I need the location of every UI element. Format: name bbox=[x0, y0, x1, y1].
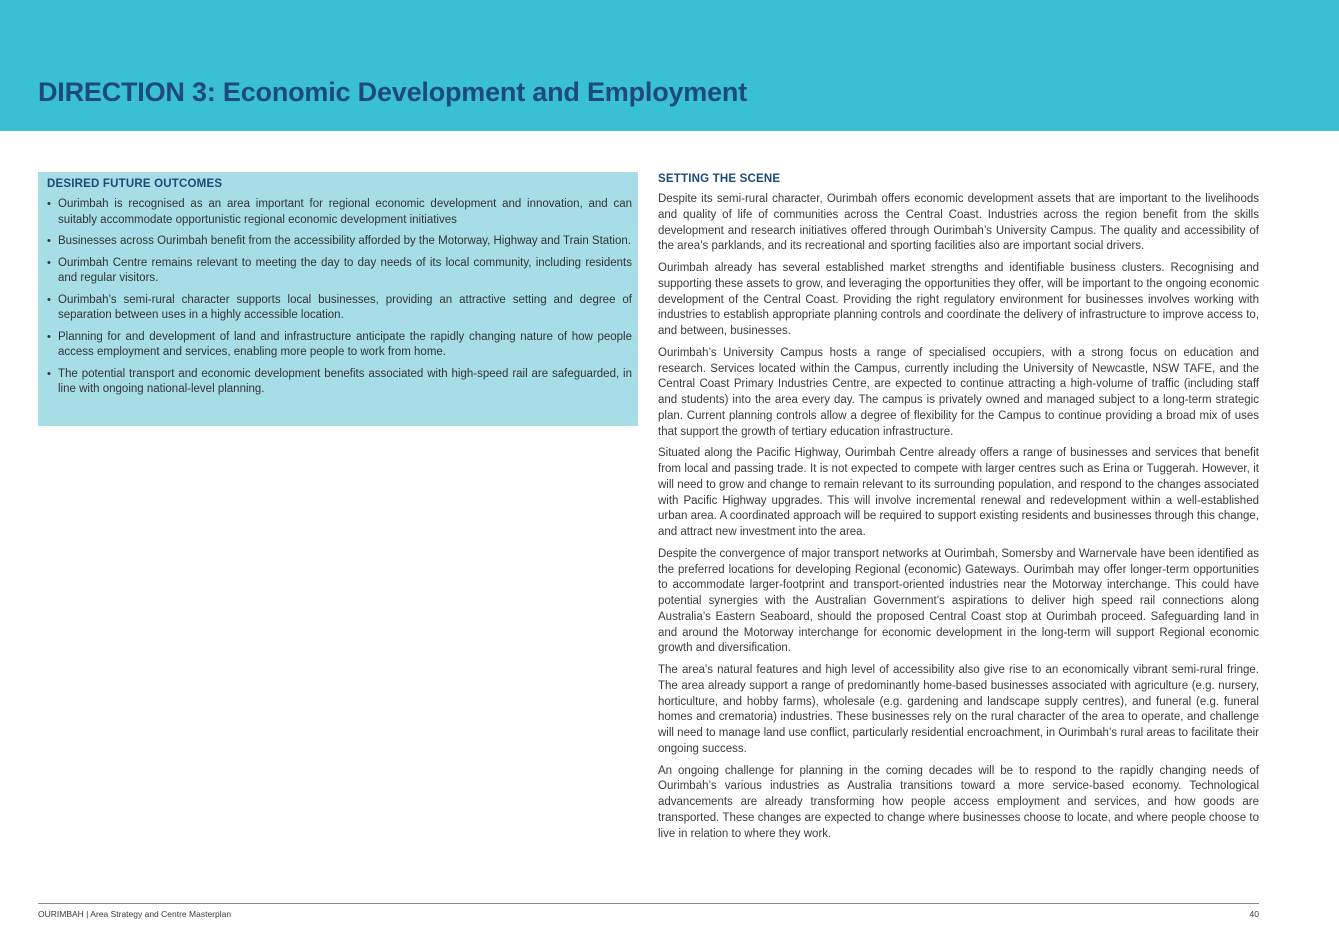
header-band bbox=[0, 0, 1339, 131]
outcome-item bbox=[47, 293, 632, 324]
bullet-icon: • bbox=[47, 293, 51, 306]
outcome-item bbox=[47, 234, 632, 250]
scene-paragraph: Situated along the Pacific Highway, Ourimbah Centre already offers a range of businesses and services that benefit from local and passing trade. It is not expected to compete with larger centres such as Erina or Tuggerah. However, it will need to grow and change to remain relevant to its surrounding population, and respond to the changes associated with Pacific Highway upgrades. This will involve incremental renewal and redevelopment within a well-established urban area. A coordinated approach will be required to support existing residents and businesses through this change, and attract new investment into the area. bbox=[658, 447, 1259, 538]
footer-divider bbox=[38, 903, 1259, 904]
setting-the-scene-column bbox=[658, 173, 1259, 848]
scene-paragraph: An ongoing challenge for planning in the coming decades will be to respond to the rapidly changing needs of Ourimbah’s various industries as Australia transitions toward a more service-based economy. Technological advancements are already transforming how people access employment and services, and how goods are transported. These changes are expected to change where businesses choose to locate, and where people choose to live in relation to where they work. bbox=[658, 764, 1259, 840]
outcome-item bbox=[47, 197, 632, 228]
page-title: DIRECTION 3: Economic Development and Employment bbox=[38, 77, 748, 107]
outcomes-heading: DESIRED FUTURE OUTCOMES bbox=[47, 178, 223, 190]
outcome-text: Ourimbah Centre remains relevant to meeting the day to day needs of its local community, including residents and regular visitors. bbox=[58, 256, 632, 284]
bullet-icon: • bbox=[47, 367, 51, 380]
footer-page-number: 40 bbox=[1249, 909, 1259, 919]
outcome-text: Planning for and development of land and infrastructure anticipate the rapidly changing nature of how people access employment and services, enabling more people to work from home. bbox=[58, 330, 632, 358]
outcome-text: Ourimbah’s semi-rural character supports local businesses, providing an attractive setting and degree of separation between uses in a highly accessible location. bbox=[58, 293, 632, 321]
footer-document-title: OURIMBAH | Area Strategy and Centre Masterplan bbox=[38, 909, 232, 919]
bullet-icon: • bbox=[47, 198, 51, 210]
outcome-text: Businesses across Ourimbah benefit from the accessibility afforded by the Motorway, Highway and Train Station. bbox=[58, 235, 631, 247]
desired-outcomes-box bbox=[38, 172, 638, 426]
outcomes-list bbox=[47, 197, 632, 398]
bullet-icon: • bbox=[47, 235, 51, 247]
outcome-item bbox=[47, 367, 632, 398]
scene-paragraph: Despite the convergence of major transport networks at Ourimbah, Somersby and Warnervale have been identified as the preferred locations for developing Regional (economic) Gateways. Ourimbah may offer longer-term opportunities to accommodate larger-footprint and transport-oriented industries near the Motorway interchange. This could have potential synergies with the Australian Government’s aspirations to deliver high speed rail connections along Australia’s Eastern Seaboard, should the proposed Central Coast stop at Ourimbah proceed. Safeguarding land in and around the Motorway interchange for economic development in the long-term will support Regional economic growth and diversification. bbox=[658, 547, 1259, 655]
outcome-text: Ourimbah is recognised as an area important for regional economic development and innovation, and can suitably accommodate opportunistic regional economic development initiatives bbox=[58, 198, 632, 226]
scene-paragraph: Ourimbah already has several established market strengths and identifiable business clusters. Recognising and supporting these assets to grow, and leveraging the opportunities they offer, will be important to the ongoing economic development of the Central Coast. Providing the right regulatory environment for businesses involves working with industries to establish appropriate planning controls and coordinate the delivery of infrastructure to improve access to, and between, businesses. bbox=[658, 262, 1259, 337]
scene-paragraph: Despite its semi-rural character, Ourimbah offers economic development assets that are important to the livelihoods and quality of life of communities across the Central Coast. Industries across the region benefit from the skills development and research initiatives offered through Ourimbah’s University Campus. The quality and accessibility of the area’s parklands, and its recreational and sporting facilities also are important social drivers. bbox=[658, 193, 1259, 253]
bullet-icon: • bbox=[47, 330, 51, 343]
outcome-text: The potential transport and economic development benefits associated with high-speed rail are safeguarded, in line with ongoing national-level planning. bbox=[58, 367, 632, 395]
outcome-item bbox=[47, 330, 632, 361]
outcome-item bbox=[47, 256, 632, 287]
scene-paragraph: Ourimbah’s University Campus hosts a range of specialised occupiers, with a strong focus on education and research. Services located within the Campus, currently including the University of Newcastle, NSW TAFE, and the Central Coast Primary Industries Centre, are expected to continue attracting a high-volume of traffic (including staff and students) into the area every day. The campus is privately owned and managed subject to a long-term strategic plan. Current planning controls allow a degree of flexibility for the Campus to continue providing a broad mix of uses that support the growth of tertiary education infrastructure. bbox=[658, 346, 1259, 438]
bullet-icon: • bbox=[47, 256, 51, 269]
scene-heading: SETTING THE SCENE bbox=[658, 173, 781, 185]
scene-paragraph: The area's natural features and high level of accessibility also give rise to an economically vibrant semi-rural fringe. The area already support a range of predominantly home-based businesses associated with agriculture (e.g. nursery, horticulture, and hobby farms), wholesale (e.g. gardening and landscape supply centres), and funeral (e.g. funeral homes and crematoria) industries. These businesses rely on the rural character of the area to operate, and challenge will need to manage land use conflict, particularly residential encroachment, in Ourimbah’s rural areas to facilitate their ongoing success. bbox=[658, 664, 1259, 755]
